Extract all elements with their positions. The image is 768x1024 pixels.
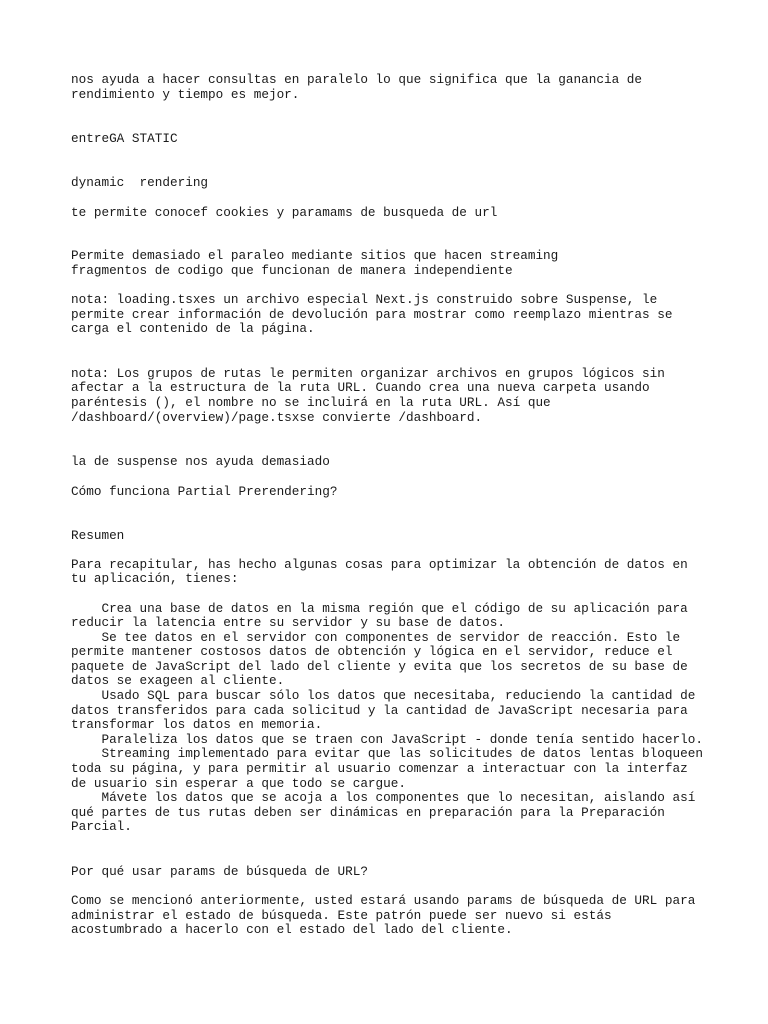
text-line: tu aplicación, tienes: xyxy=(71,571,239,586)
text-line: nos ayuda a hacer consultas en paralelo lo que significa que la ganancia de xyxy=(71,72,643,87)
list-item-line: paquete de JavaScript del lado del cliente y evita que los secretos de su base de xyxy=(71,659,688,674)
list-item-line: Usado SQL para buscar sólo los datos que necesitaba, reduciendo la cantidad de xyxy=(71,688,696,703)
list-item-line: transformar los datos en memoria. xyxy=(71,717,323,732)
list-item-line: reducir la latencia entre su servidor y su base de datos. xyxy=(71,615,505,630)
note-line: nota: Los grupos de rutas le permiten organizar archivos en grupos lógicos sin xyxy=(71,366,665,381)
text-line: te permite conocef cookies y paramams de busqueda de url xyxy=(71,205,498,220)
text-line: Como se mencionó anteriormente, usted estará usando params de búsqueda de URL para xyxy=(71,893,696,908)
list-item-line: qué partes de tus rutas deben ser dinámicas en preparación para la Preparación xyxy=(71,805,665,820)
heading-line: entreGA STATIC xyxy=(71,131,178,146)
text-line: administrar el estado de búsqueda. Este patrón puede ser nuevo si estás xyxy=(71,908,612,923)
list-item-line: Crea una base de datos en la misma región que el código de su aplicación para xyxy=(71,601,688,616)
note-line: /dashboard/(overview)/page.tsxse convierte /dashboard. xyxy=(71,410,483,425)
list-item-line: Se tee datos en el servidor con componentes de servidor de reacción. Esto le xyxy=(71,630,681,645)
text-line: Permite demasiado el paraleo mediante sitios que hacen streaming xyxy=(71,248,559,263)
text-line: rendimiento y tiempo es mejor. xyxy=(71,87,300,102)
list-item-line: permite mantener costosos datos de obtención y lógica en el servidor, reduce el xyxy=(71,644,673,659)
list-item-line: de usuario sin esperar a que todo se cargue. xyxy=(71,776,407,791)
list-item-line: Parcial. xyxy=(71,819,132,834)
list-item-line: datos transferidos para cada solicitud y la cantidad de JavaScript necesaria para xyxy=(71,703,688,718)
heading-line: Cómo funciona Partial Prerendering? xyxy=(71,484,338,499)
note-line: afectar a la estructura de la ruta URL. Cuando crea una nueva carpeta usando xyxy=(71,380,650,395)
list-item-line: datos se exageen al cliente. xyxy=(71,673,285,688)
list-item-line: toda su página, y para permitir al usuario comenzar a interactuar con la interfaz xyxy=(71,761,688,776)
note-line: paréntesis (), el nombre no se incluirá en la ruta URL. Así que xyxy=(71,395,551,410)
list-item-line: Paraleliza los datos que se traen con JavaScript - donde tenía sentido hacerlo. xyxy=(71,732,703,747)
text-line: la de suspense nos ayuda demasiado xyxy=(71,454,330,469)
heading-line: Por qué usar params de búsqueda de URL? xyxy=(71,864,368,879)
text-line: fragmentos de codigo que funcionan de manera independiente xyxy=(71,263,513,278)
text-line: Para recapitular, has hecho algunas cosas para optimizar la obtención de datos en xyxy=(71,557,688,572)
heading-line: dynamic rendering xyxy=(71,175,209,190)
list-item-line: Mávete los datos que se acoja a los componentes que lo necesitan, aislando así xyxy=(71,790,696,805)
list-item-line: Streaming implementado para evitar que las solicitudes de datos lentas bloqueen xyxy=(71,746,703,761)
heading-line: Resumen xyxy=(71,528,125,543)
note-line: permite crear información de devolución para mostrar como reemplazo mientras se xyxy=(71,307,673,322)
note-line: nota: loading.tsxes un archivo especial Next.js construido sobre Suspense, le xyxy=(71,292,658,307)
note-line: carga el contenido de la página. xyxy=(71,321,315,336)
text-line: acostumbrado a hacerlo con el estado del lado del cliente. xyxy=(71,922,513,937)
